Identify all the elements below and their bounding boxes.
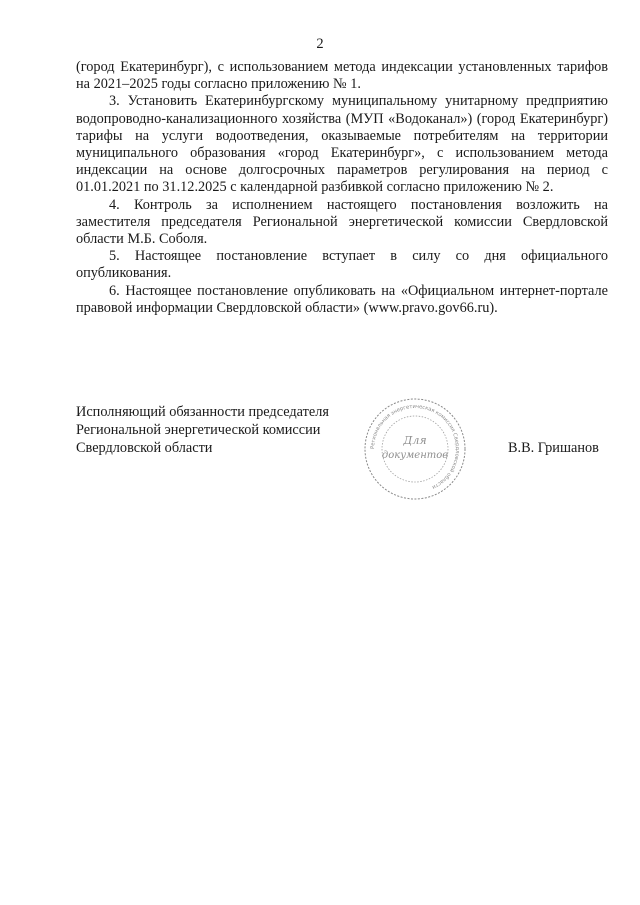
signer-name: В.В. Гришанов [508, 440, 599, 456]
signatory-position [76, 403, 329, 457]
paragraph-4: 4. Контроль за исполнением настоящего постановления возложить на заместителя председателя Региональной энергетической комиссии Свердловской области М.Б. Соболя. [76, 196, 608, 248]
position-line: Исполняющий обязанности председателя [76, 404, 329, 420]
position-line: Региональной энергетической комиссии [76, 422, 321, 438]
stamp-center-text: документов [381, 450, 449, 461]
paragraph-6: 6. Настоящее постановление опубликовать на «Официальном интернет-портале правовой информации Свердловской области» (www.pravo.gov66.ru). [76, 282, 608, 316]
document-body [76, 59, 608, 317]
paragraph-3: 3. Установить Екатеринбургскому муниципальному унитарному предприятию водопроводно-канализационного хозяйства (МУП «Водоканал») (город Екатеринбург) тарифы на услуги водоотведения, оказываемые потребителям на территории муниципального образования «город Екатеринбург», с использованием метода индексации на основе долгосрочных параметров регулирования на период с 01.01.2021 по 31.12.2025 с календарной разбивкой согласно приложению № 2. [76, 93, 608, 196]
page-number: 2 [316, 36, 324, 52]
stamp-ring-text: Региональная энергетическая комиссия Свердловской области [369, 403, 461, 491]
paragraph-5: 5. Настоящее постановление вступает в силу со дня официального опубликования. [76, 248, 608, 282]
position-line: Свердловской области [76, 440, 213, 456]
stamp-center-text: Для [403, 434, 427, 447]
paragraph-continuation: (город Екатеринбург), с использованием метода индексации установленных тарифов на 2021–2025 годы согласно приложению № 1. [76, 59, 608, 93]
official-stamp [360, 394, 470, 504]
